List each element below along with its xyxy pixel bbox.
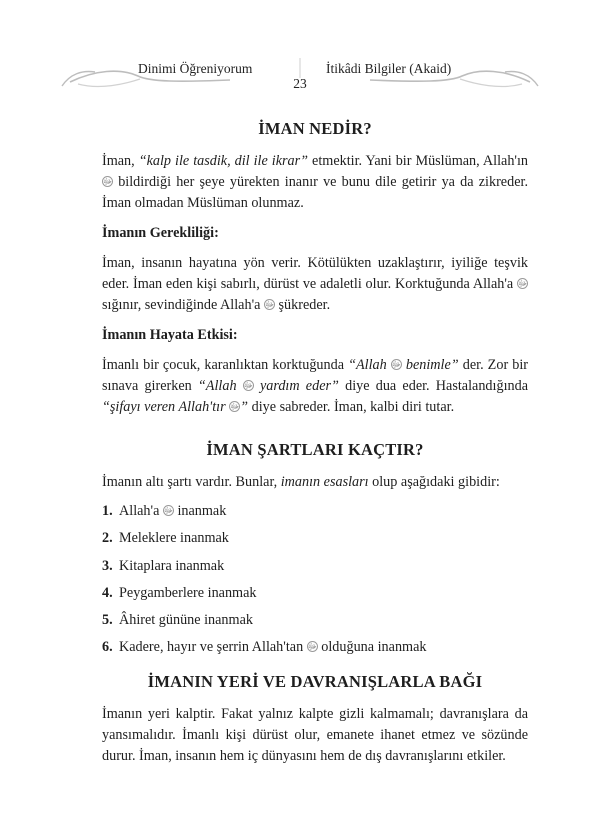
celle-celaluhu-symbol: ﷻ <box>264 300 275 309</box>
list-item: 1. Allah'a ﷻ inanmak <box>102 503 227 519</box>
subheading-gereklilik: İmanın Gerekliliği: <box>102 225 219 241</box>
paragraph-hayata-etkisi: İmanlı bir çocuk, karanlıktan korktuğunda “Allah ﷻ benimle” der. Zor bir sınava girerken “Allah ﷻ yardım eder” diye dua eder. Hastalandığında “şifayı veren Allah'tır ﷻ” diye sabreder. İman, kalbi diri tutar. <box>102 357 528 415</box>
list-item: 4. Peygamberlere inanmak <box>102 584 257 601</box>
subheading-hayata-etkisi: İmanın Hayata Etkisi: <box>102 327 238 343</box>
iman-sartlari-list <box>102 501 528 658</box>
list-item: 2. Meleklere inanmak <box>102 530 229 547</box>
paragraph-gereklilik: İman, insanın hayatına yön verir. Kötülükten uzaklaştırır, iyiliğe teşvik eder. İman eden kişi sabırlı, dürüst ve adaletli olur. Korktuğunda Allah'a ﷻ sığınır, sevindiğinde Allah'a ﷻ şükreder. <box>102 255 528 313</box>
paragraph-iman-sartlari-intro: İmanın altı şartı vardır. Bunlar, imanın esasları olup aşağıdaki gibidir: <box>102 474 500 490</box>
page-header <box>0 0 600 100</box>
celle-celaluhu-symbol: ﷻ <box>391 360 401 369</box>
paragraph-imanin-yeri: İmanın yeri kalptir. Fakat yalnız kalpte gizli kalmamalı; davranışlara da yansımalıdır. İmanlı kişi dürüst olur, emanete ihanet etmez ve sözünde durur. İman, insanın hem iç dünyasını hem de dış davranışlarını etkiler. <box>102 706 528 765</box>
section-title-iman-nedir: İMAN NEDİR? <box>258 119 372 138</box>
paragraph-iman-definition: İman, “kalp ile tasdik, dil ile ikrar” etmektir. Yani bir Müslüman, Allah'ın ﷻ bildirdiği her şeye yürekten inanır ve bunu dile getirir ya da zikreder. İman olmadan Müslüman olunmaz. <box>102 153 529 211</box>
celle-celaluhu-symbol: ﷻ <box>103 177 113 186</box>
section-title-iman-sartlari: İMAN ŞARTLARI KAÇTIR? <box>206 440 424 459</box>
celle-celaluhu-symbol: ﷻ <box>243 381 253 390</box>
header-chapter-title: İtikâdi Bilgiler (Akaid) <box>326 61 452 76</box>
list-item: 5. Âhiret gününe inanmak <box>102 612 253 629</box>
page-number: 23 <box>293 76 307 91</box>
header-book-title: Dinimi Öğreniyorum <box>138 61 253 76</box>
page-content <box>102 117 528 767</box>
celle-celaluhu-symbol: ﷻ <box>518 279 528 288</box>
list-item: 3. Kitaplara inanmak <box>102 557 225 574</box>
celle-celaluhu-symbol: ﷻ <box>230 402 240 411</box>
celle-celaluhu-symbol: ﷻ <box>163 506 173 515</box>
section-title-imanin-yeri: İMANIN YERİ VE DAVRANIŞLARLA BAĞI <box>147 672 483 692</box>
celle-celaluhu-symbol: ﷻ <box>307 642 317 652</box>
list-item: 6. Kadere, hayır ve şerrin Allah'tan ﷻ olduğuna inanmak <box>102 639 427 656</box>
